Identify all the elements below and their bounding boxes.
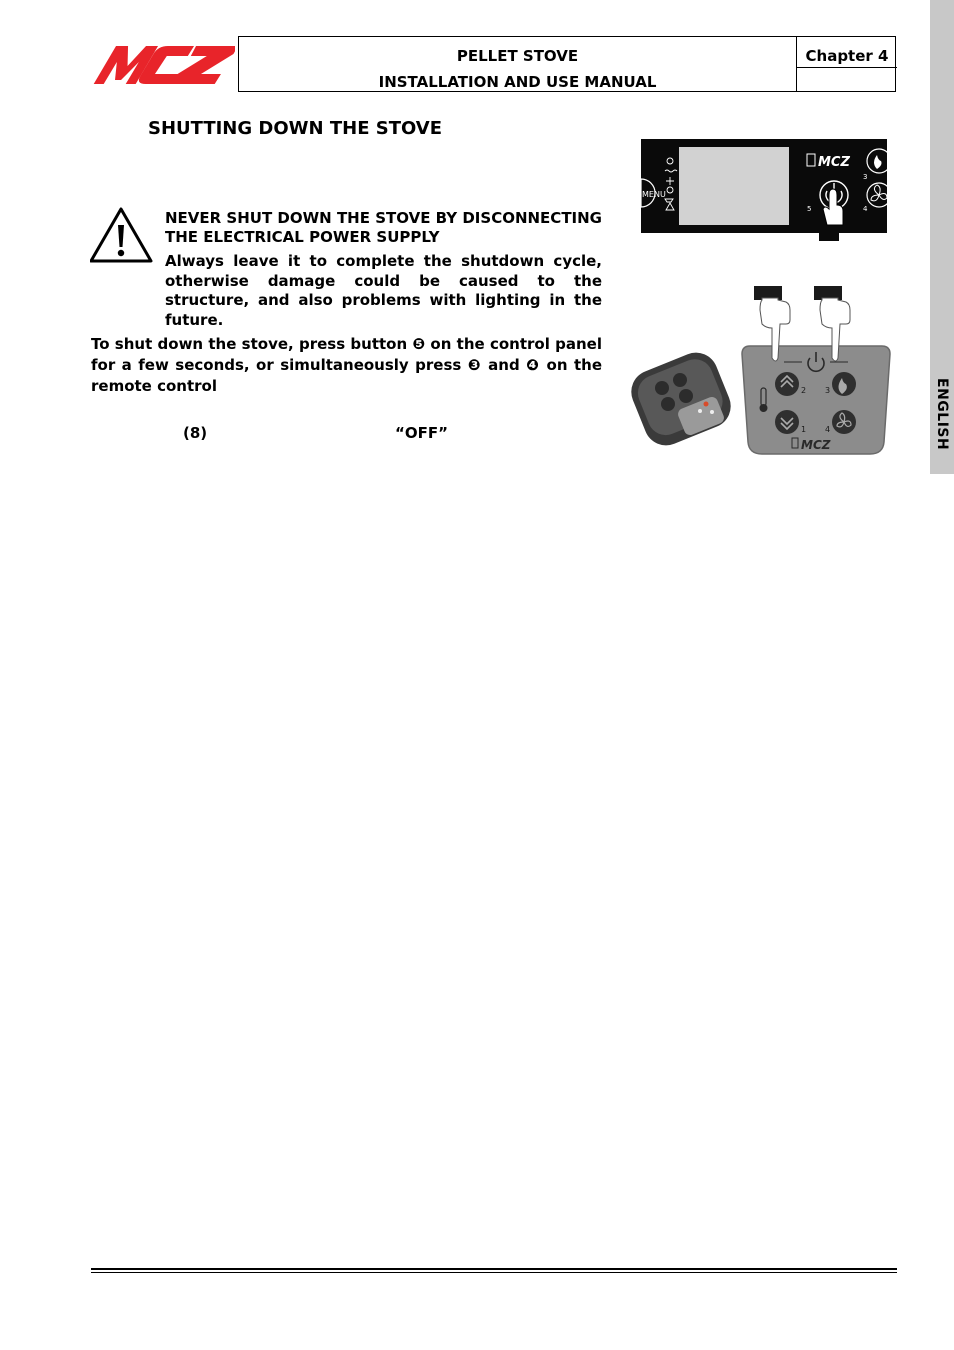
header-title-line2: INSTALLATION AND USE MANUAL bbox=[378, 73, 657, 91]
header-title-line1: PELLET STOVE bbox=[456, 47, 579, 65]
footer-rule bbox=[91, 1268, 897, 1270]
panel-button-number: 3 bbox=[863, 173, 868, 181]
language-label bbox=[930, 378, 954, 468]
panel-brand: MCZ bbox=[818, 155, 850, 170]
panel-button-number: 4 bbox=[863, 205, 868, 213]
display-number-fragment: (8) bbox=[183, 424, 208, 442]
remote-button-number: 4 bbox=[825, 425, 831, 434]
remote-down-button bbox=[775, 410, 799, 434]
language-label-text: ENGLISH bbox=[934, 378, 950, 451]
panel-button-number: 5 bbox=[807, 205, 812, 213]
warning-body: Always leave it to complete the shutdown cycle, otherwise damage could be caused to the structure, and also problems with lighting in the future. bbox=[165, 252, 602, 329]
control-panel-image bbox=[641, 139, 887, 241]
shutdown-instruction: To shut down the stove, press button ❺ on the control panel for a few seconds, or simultaneously press ❸ and ❹ on the remote control bbox=[91, 335, 602, 395]
panel-display bbox=[679, 147, 789, 225]
mcz-logo-graphic bbox=[90, 40, 235, 88]
remote-control-image bbox=[624, 284, 894, 456]
handheld-remote bbox=[625, 346, 738, 452]
chapter-label: Chapter 4 bbox=[797, 37, 897, 68]
remote-button-number: 3 bbox=[825, 386, 831, 395]
warning-icon bbox=[90, 207, 154, 263]
mcz-logo bbox=[90, 40, 235, 88]
panel-menu-label: MENU bbox=[642, 190, 666, 199]
remote-button-number: 2 bbox=[801, 386, 807, 395]
remote-brand: MCZ bbox=[801, 438, 831, 452]
header-box bbox=[238, 36, 896, 92]
footer-rule-thin bbox=[91, 1272, 897, 1273]
remote-button-number: 1 bbox=[801, 425, 807, 434]
warning-heading: NEVER SHUT DOWN THE STOVE BY DISCONNECTING THE ELECTRICAL POWER SUPPLY bbox=[165, 209, 602, 246]
off-fragment: “OFF” bbox=[395, 424, 448, 442]
section-title: SHUTTING DOWN THE STOVE bbox=[148, 118, 443, 139]
